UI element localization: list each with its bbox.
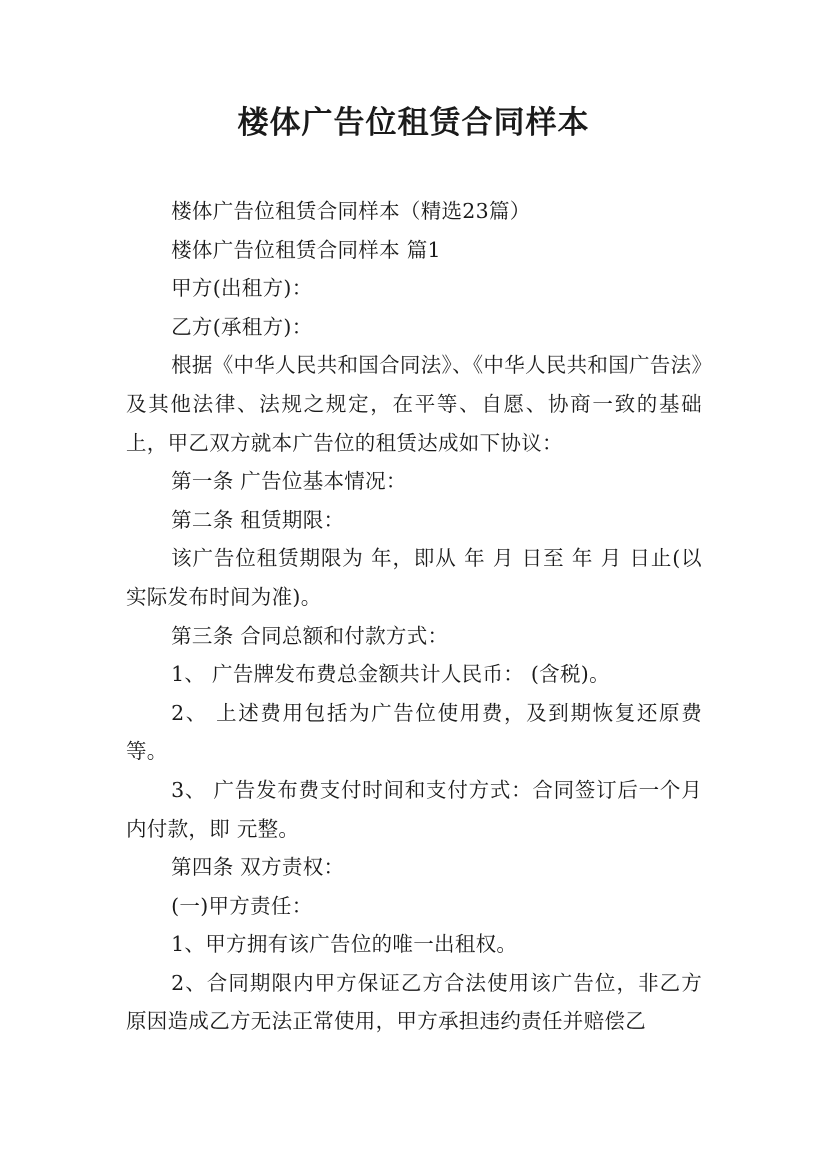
paragraph-section-heading: 楼体广告位租赁合同样本 篇1 xyxy=(171,237,441,262)
paragraph-item-2: 2、 上述费用包括为广告位使用费，及到期恢复还原费等。 xyxy=(126,700,702,764)
document-title: 楼体广告位租赁合同样本 xyxy=(237,105,590,141)
paragraph-duty-2: 2、合同期限内甲方保证乙方合法使用该广告位，非乙方原因造成乙方无法正常使用，甲方承担违约责任并赔偿乙 xyxy=(126,970,702,1034)
paragraph-party-b: 乙方(承租方)： xyxy=(171,314,313,339)
paragraph-lease-term: 该广告位租赁期限为 年，即从 年 月 日至 年 月 日止(以实际发布时间为准)。 xyxy=(126,546,702,609)
paragraph-article-3: 第三条 合同总额和付款方式： xyxy=(171,623,449,648)
paragraph-article-1: 第一条 广告位基本情况： xyxy=(171,469,407,494)
paragraph-subtitle: 楼体广告位租赁合同样本（精选23篇） xyxy=(171,199,531,223)
paragraph-party-a-duties: (一)甲方责任： xyxy=(171,893,313,918)
paragraph-article-4: 第四条 双方责权： xyxy=(171,855,345,880)
paragraph-article-2: 第二条 租赁期限： xyxy=(171,507,345,532)
document-body xyxy=(126,192,702,1041)
paragraph-duty-1: 1、甲方拥有该广告位的唯一出租权。 xyxy=(171,932,518,957)
paragraph-preamble: 根据《中华人民共和国合同法》、《中华人民共和国广告法》及其他法律、法规之规定，在平等、自愿、协商一致的基础上，甲乙双方就本广告位的租赁达成如下协议： xyxy=(126,353,702,455)
paragraph-party-a: 甲方(出租方)： xyxy=(171,276,313,301)
paragraph-item-3: 3、 广告发布费支付时间和支付方式：合同签订后一个月内付款，即 元整。 xyxy=(126,777,702,841)
paragraph-item-1: 1、 广告牌发布费总金额共计人民币： (含税)。 xyxy=(171,662,610,687)
